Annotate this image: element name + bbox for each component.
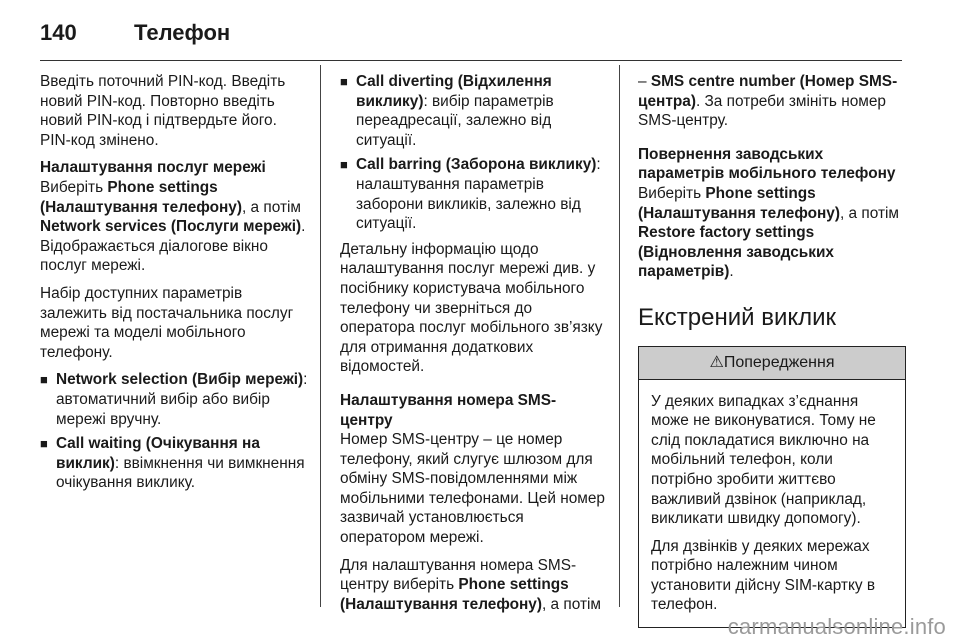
- factory-reset-paragraph: [638, 184, 906, 282]
- sms-centre-heading: Налаштування номера SMS-центру: [340, 391, 557, 429]
- text: Для налаштування номера SMS-центру виберіть: [340, 556, 577, 594]
- list-item: [40, 370, 308, 429]
- text: . Відображається діалогове вікно послуг мережі.: [40, 218, 306, 275]
- page-number: 140: [40, 20, 77, 45]
- list-item: [340, 72, 608, 150]
- option-desc: : вибір параметрів переадресації, залежно від ситуації.: [356, 92, 554, 149]
- emergency-call-heading: Екстрений виклик: [638, 303, 837, 331]
- option-term: Network selection (Вибір мережі): [56, 371, 304, 389]
- text: –: [638, 73, 651, 90]
- menu-term: SMS centre number (Номер SMS-центра): [638, 73, 898, 110]
- page-title: Телефон: [134, 20, 231, 45]
- factory-reset-heading: Повернення заводських параметрів мобільного телефону: [638, 145, 896, 183]
- column-3: [638, 72, 906, 628]
- option-term: Call barring (Заборона виклику): [356, 156, 597, 174]
- warning-paragraph-1: У деяких випадках з’єднання може не виконуватися. Тому не слід покладатися виключно на мобільний телефон, коли потрібно зробити життєво важливий дзвінок (наприклад, викликати швидку допомогу).: [651, 392, 876, 528]
- text: Виберіть: [40, 178, 108, 196]
- warning-box: [638, 346, 906, 628]
- column-2: [340, 72, 608, 622]
- call-options-list: [340, 72, 608, 234]
- list-item: [340, 155, 608, 233]
- warning-paragraph-2: Для дзвінків у деяких мережах потрібно належним чином установити дійсну SIM-картку в телефон.: [651, 537, 876, 614]
- network-services-heading: Налаштування послуг мережі: [40, 159, 266, 177]
- network-options-list: [40, 370, 308, 493]
- menu-term: Phone settings (Налаштування телефону): [638, 184, 840, 222]
- text: , а потім: [242, 198, 301, 216]
- menu-term: Phone settings (Налаштування телефону): [340, 576, 569, 613]
- sms-number-paragraph: [638, 72, 906, 131]
- column-divider-2: [619, 65, 620, 607]
- warning-icon: ⚠: [709, 353, 724, 371]
- page-header: [40, 14, 902, 54]
- column-1: [40, 72, 308, 499]
- warning-title: Попередження: [723, 353, 835, 371]
- text: . За потреби змініть номер SMS-центру.: [638, 92, 886, 130]
- sms-setup-paragraph: [340, 556, 608, 615]
- option-term: Call diverting (Відхилення виклику): [356, 73, 552, 110]
- text: Виберіть: [638, 184, 706, 202]
- list-item: [40, 434, 308, 493]
- menu-term: Restore factory settings (Відновлення заводських параметрів): [638, 224, 834, 281]
- warning-header: [639, 347, 905, 380]
- pin-paragraph: Введіть поточний PIN-код. Введіть новий PIN-код. Повторно введіть новий PIN-код і підтвердьте його. PIN-код змінено.: [40, 73, 286, 149]
- watermark: carmanualsonline.info: [727, 614, 946, 639]
- text: , а потім: [542, 595, 601, 613]
- warning-body: [639, 380, 905, 628]
- network-services-paragraph: [40, 178, 308, 276]
- availability-paragraph: Набір доступних параметрів залежить від постачальника послуг мережі та моделі мобільного телефону.: [40, 284, 294, 361]
- header-divider: [40, 60, 902, 61]
- option-term: Call waiting (Очікування на виклик): [56, 435, 260, 472]
- sms-centre-paragraph: Номер SMS-центру – це номер телефону, який слугує шлюзом для обміну SMS-повідомленнями між мобільними телефонами. Цей номер зазвичай установлюється оператором мережі.: [340, 431, 605, 547]
- option-desc: : автоматичний вибір або вибір мережі вручну.: [56, 371, 308, 428]
- details-paragraph: Детальну інформацію щодо налаштування послуг мережі див. у посібнику користувача мобільного телефону чи зверніться до оператора послуг мобільного зв’язку для отримання додаткових відомостей.: [340, 240, 603, 376]
- menu-term: Phone settings (Налаштування телефону): [40, 178, 242, 216]
- column-divider-1: [320, 65, 321, 607]
- option-desc: : налаштування параметрів заборони викликів, залежно від ситуації.: [356, 156, 601, 233]
- text: .: [729, 263, 734, 281]
- text: , а потім: [840, 204, 899, 222]
- menu-term: Network services (Послуги мережі): [40, 218, 302, 236]
- option-desc: : ввімкнення чи вимкнення очікування виклику.: [56, 454, 305, 492]
